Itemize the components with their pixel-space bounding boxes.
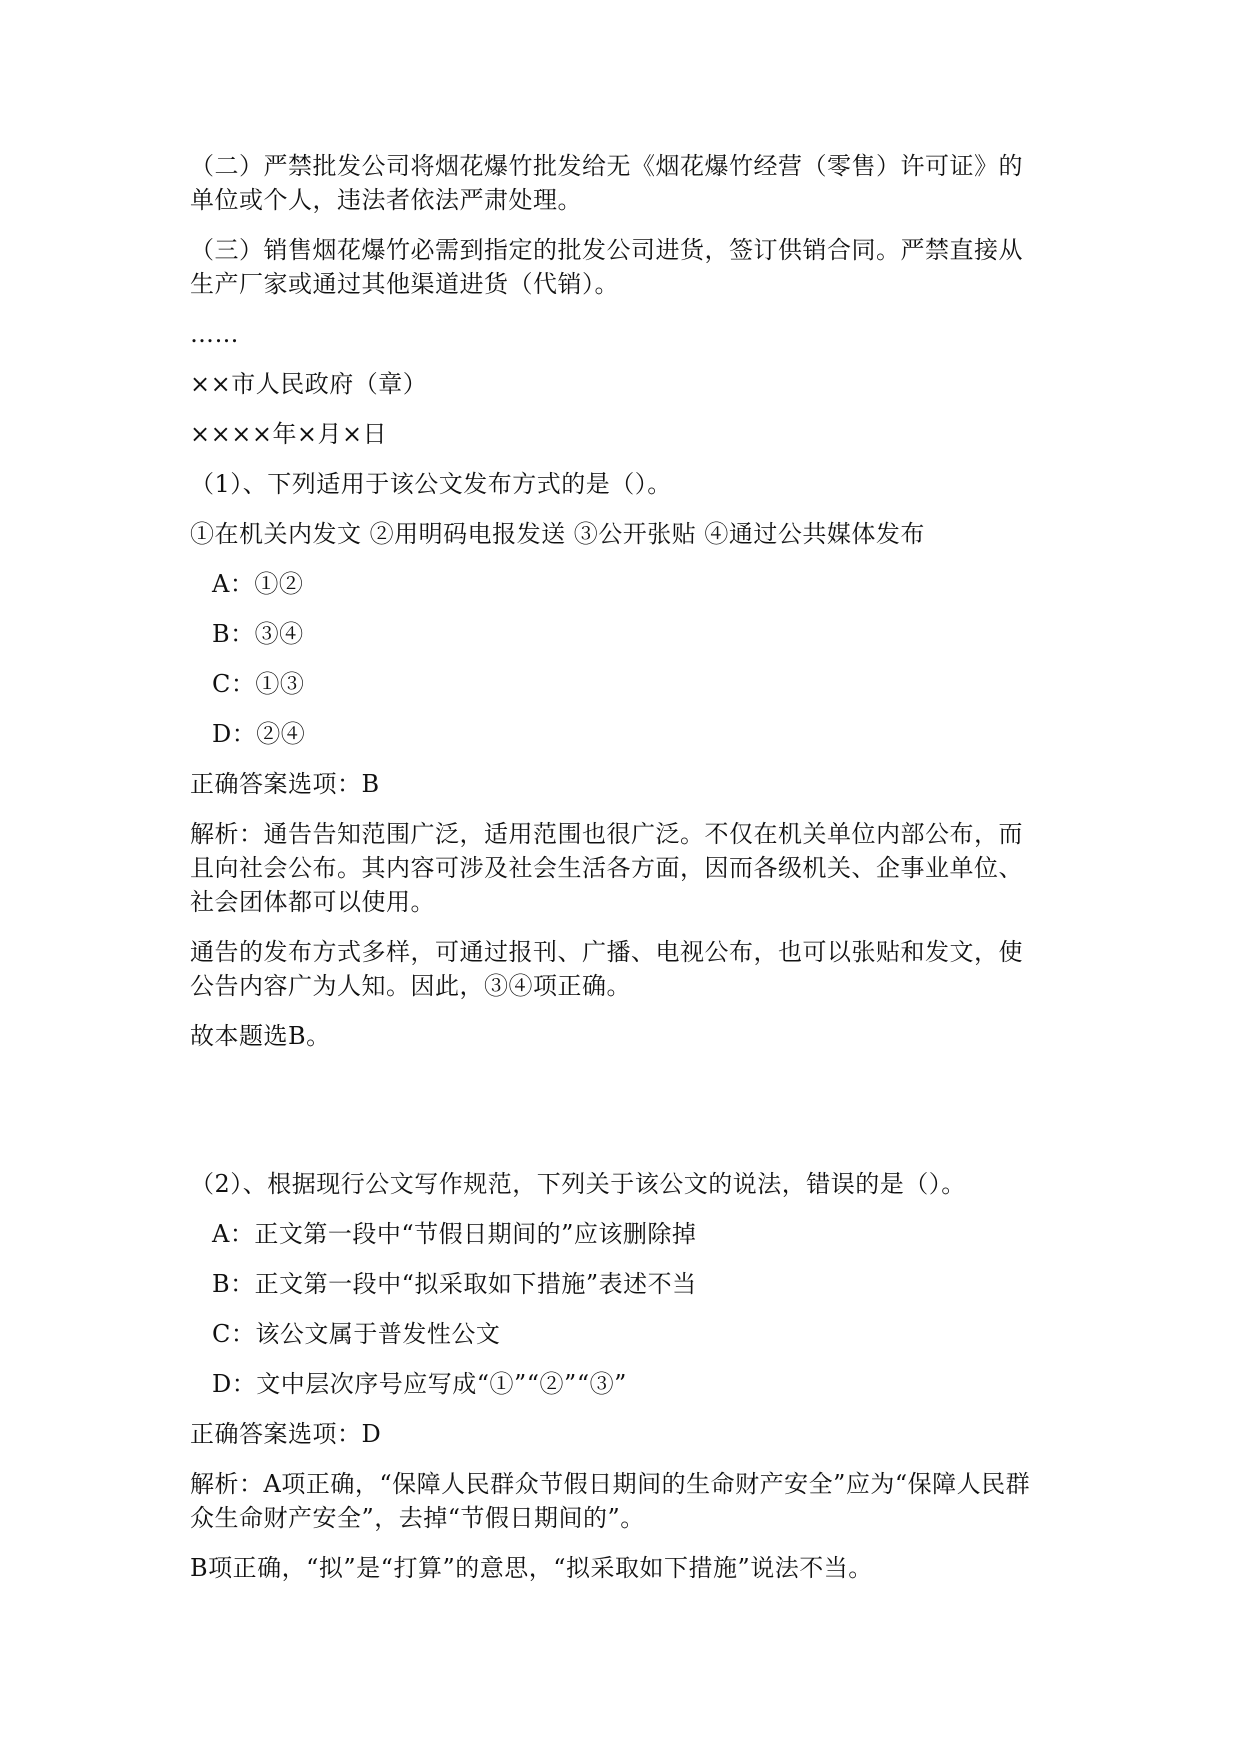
question-1-answer: 正确答案选项：B: [190, 770, 380, 798]
ellipsis-text: ……: [190, 320, 239, 348]
paragraph-san-line-2: 生产厂家或通过其他渠道进货（代销）。: [190, 270, 619, 298]
question-1-option-b: B：③④: [212, 620, 304, 648]
paragraph-er-line-1: （二）严禁批发公司将烟花爆竹批发给无《烟花爆竹经营（零售）许可证》的: [190, 152, 1023, 180]
issuer-signature: ××市人民政府（章）: [190, 370, 428, 398]
question-2-analysis-line-3: B项正确，“拟”是“打算”的意思，“拟采取如下措施”说法不当。: [190, 1554, 873, 1582]
question-2-answer: 正确答案选项：D: [190, 1420, 382, 1448]
question-2-option-c: C：该公文属于普发性公文: [212, 1320, 501, 1348]
question-1-option-a: A：①②: [212, 570, 304, 598]
question-1-analysis-line-4: 通告的发布方式多样，可通过报刊、广播、电视公布，也可以张贴和发文，使: [190, 938, 1023, 966]
question-1-items: ①在机关内发文 ②用明码电报发送 ③公开张贴 ④通过公共媒体发布: [190, 520, 925, 548]
question-2-option-a: A：正文第一段中“节假日期间的”应该删除掉: [212, 1220, 697, 1248]
question-1-analysis-line-1: 解析：通告告知范围广泛，适用范围也很广泛。不仅在机关单位内部公布，而: [190, 820, 1023, 848]
question-1-option-d: D：②④: [212, 720, 306, 748]
question-1-analysis-line-5: 公告内容广为人知。因此，③④项正确。: [190, 972, 631, 1000]
question-1-analysis-line-2: 且向社会公布。其内容可涉及社会生活各方面，因而各级机关、企事业单位、: [190, 854, 1023, 882]
question-2-option-d: D：文中层次序号应写成“①”“②”“③”: [212, 1370, 627, 1398]
issue-date: ××××年×月×日: [190, 420, 388, 448]
question-1-analysis-line-3: 社会团体都可以使用。: [190, 888, 435, 916]
question-1-conclusion: 故本题选B。: [190, 1022, 331, 1050]
question-2-option-b: B：正文第一段中“拟采取如下措施”表述不当: [212, 1270, 697, 1298]
question-2-stem: （2）、根据现行公文写作规范，下列关于该公文的说法，错误的是（）。: [190, 1170, 966, 1198]
question-1-option-c: C：①③: [212, 670, 305, 698]
question-2-analysis-line-2: 众生命财产安全”，去掉“节假日期间的”。: [190, 1504, 645, 1532]
question-2-analysis-line-1: 解析：A项正确，“保障人民群众节假日期间的生命财产安全”应为“保障人民群: [190, 1470, 1031, 1498]
question-1-stem: （1）、下列适用于该公文发布方式的是（）。: [190, 470, 672, 498]
paragraph-er-line-2: 单位或个人，违法者依法严肃处理。: [190, 186, 582, 214]
paragraph-san-line-1: （三）销售烟花爆竹必需到指定的批发公司进货，签订供销合同。严禁直接从: [190, 236, 1023, 264]
